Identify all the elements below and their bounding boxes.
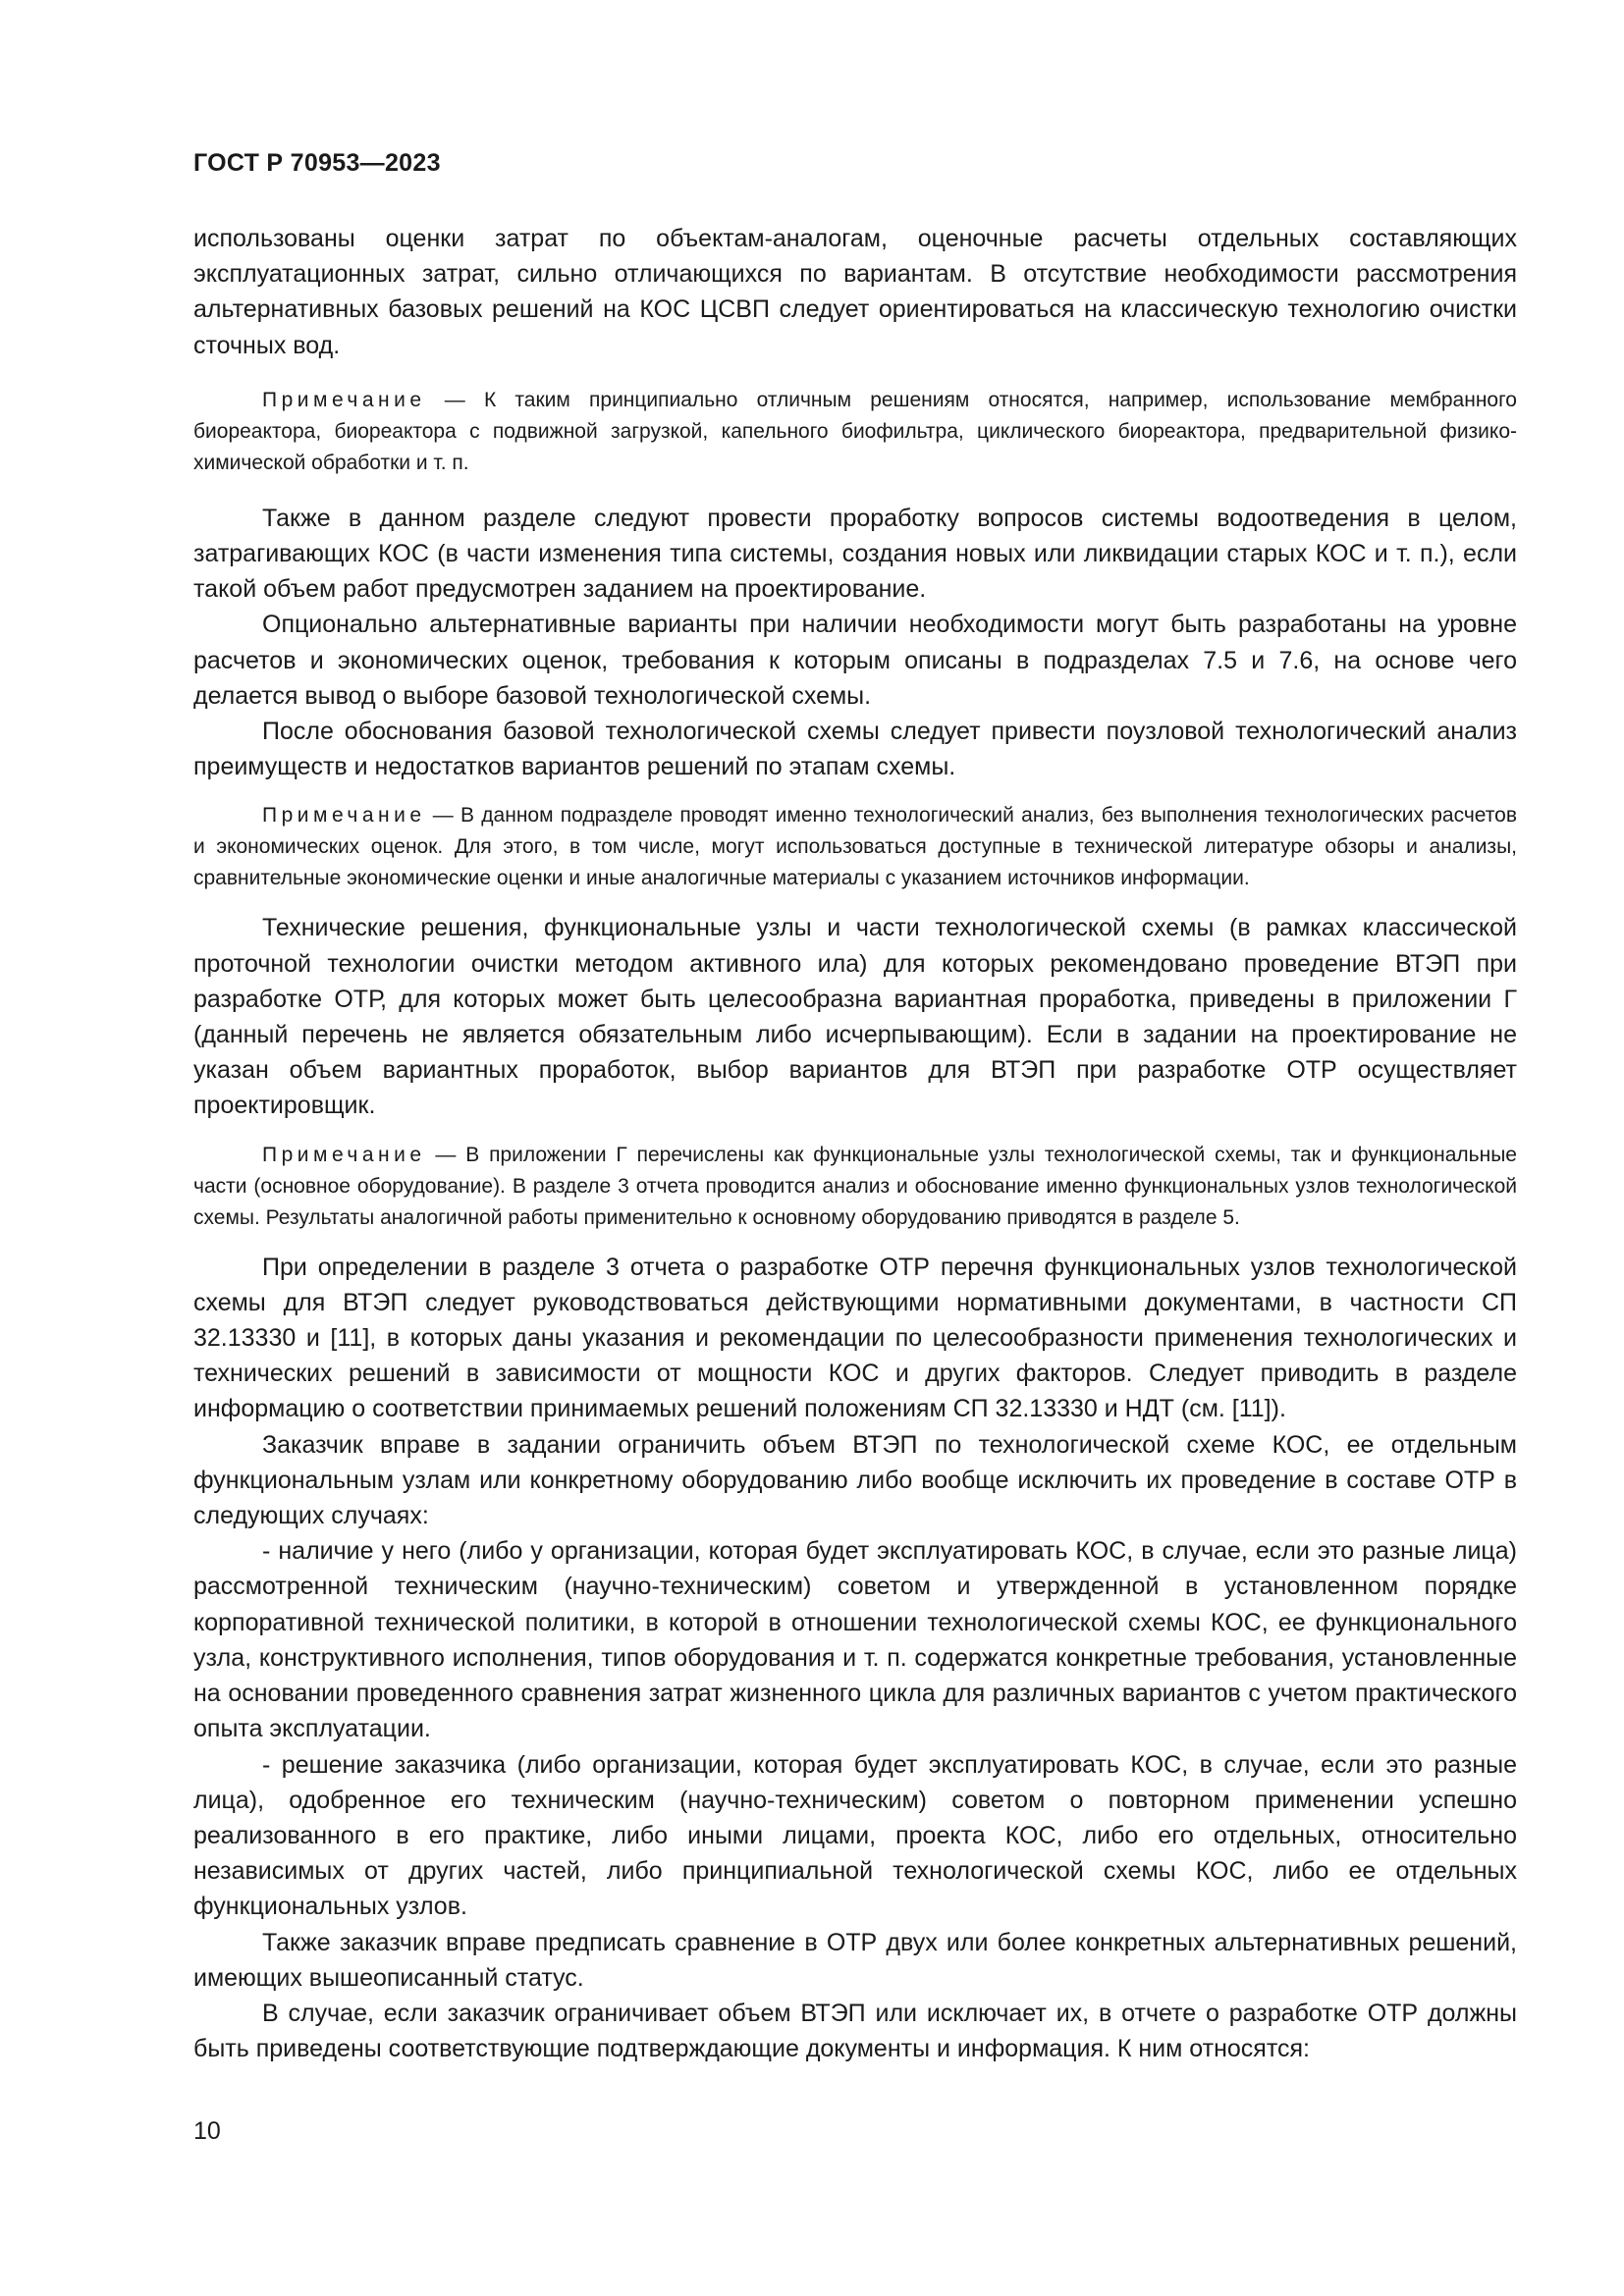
paragraph: При определении в разделе 3 отчета о разработке ОТР перечня функциональных узлов технологической схемы для ВТЭП следует руководствоваться действующими нормативными документами, в частности СП 32.13330 и [11], в которых даны указания и рекомендации по целесообразности применения технологических и технических решений в зависимости от мощности КОС и других факторов. Следует приводить в разделе информацию о соответствии принимаемых решений положениям СП 32.13330 и НДТ (см. [11]).	[193, 1253, 1517, 1423]
note	[193, 800, 1517, 894]
note-label: Примечание	[262, 1143, 426, 1166]
note-text: — В приложении Г перечислены как функциональные узлы технологической схемы, так и функциональные части (основное оборудование). В разделе 3 отчета проводится анализ и обоснование именно функциональных узлов технологической схемы. Результаты аналогичной работы применительно к основному оборудованию приводятся в разделе 5.	[193, 1143, 1517, 1229]
paragraph: Также заказчик вправе предписать сравнение в ОТР двух или более конкретных альтернативных решений, имеющих вышеописанный статус.	[193, 1928, 1517, 1992]
paragraph: После обоснования базовой технологической схемы следует привести поузловой технологический анализ преимуществ и недостатков вариантов решений по этапам схемы.	[193, 718, 1517, 781]
note-text: — В данном подразделе проводят именно технологический анализ, без выполнения технологических расчетов и экономических оценок. Для этого, в том числе, могут использоваться доступные в технической литературе обзоры и анализы, сравнительные экономические оценки и иные аналогичные материалы с указанием источников информации.	[193, 804, 1517, 890]
paragraph: Также в данном разделе следуют провести проработку вопросов системы водоотведения в целом, затрагивающих КОС (в части изменения типа системы, создания новых или ликвидации старых КОС и т. п.), если такой объем работ предусмотрен заданием на проектирование.	[193, 504, 1517, 604]
list-item: - наличие у него (либо у организации, которая будет эксплуатировать КОС, в случае, если это разные лица) рассмотренной техническим (научно-техническим) советом и утвержденной в установленном порядке корпоративной технической политики, в которой в отношении технологической схемы КОС, ее функционального узла, конструктивного исполнения, типов оборудования и т. п. содержатся конкретные требования, установленные на основании проведенного сравнения затрат жизненного цикла для различных вариантов с учетом практического опыта эксплуатации.	[193, 1537, 1517, 1743]
note-label: Примечание	[262, 804, 426, 828]
note	[193, 1140, 1517, 1234]
paragraph: использованы оценки затрат по объектам-аналогам, оценочные расчеты отдельных составляющих эксплуатационных затрат, сильно отличающихся по вариантам. В отсутствие необходимости рассмотрения альтернативных базовых решений на КОС ЦСВП следует ориентироваться на классическую технологию очистки сточных вод.	[193, 225, 1517, 359]
note-label: Примечание	[262, 388, 426, 411]
paragraph: Заказчик вправе в задании ограничить объем ВТЭП по технологической схеме КОС, ее отдельным функциональным узлам или конкретному оборудованию либо вообще исключить их проведение в составе ОТР в следующих случаях:	[193, 1430, 1517, 1530]
paragraph: Опционально альтернативные варианты при наличии необходимости могут быть разработаны на уровне расчетов и экономических оценок, требования к которым описаны в подразделах 7.5 и 7.6, на основе чего делается вывод о выборе базовой технологической схемы.	[193, 611, 1517, 710]
list-item: - решение заказчика (либо организации, которая будет эксплуатировать КОС, в случае, если это разные лица), одобренное его техническим (научно-техническим) советом о повторном применении успешно реализованного в его практике, либо иными лицами, проекта КОС, либо его отдельных, относительно независимых от других частей, либо принципиальной технологической схемы КОС, либо ее отдельных функциональных узлов.	[193, 1750, 1517, 1921]
paragraph: В случае, если заказчик ограничивает объем ВТЭП или исключает их, в отчете о разработке ОТР должны быть приведены соответствующие подтверждающие документы и информация. К ним относятся:	[193, 1999, 1517, 2063]
page-number: 10	[193, 2117, 221, 2145]
document-body	[193, 221, 1517, 2066]
note	[193, 385, 1517, 479]
paragraph: Технические решения, функциональные узлы и части технологической схемы (в рамках классической проточной технологии очистки методом активного ила) для которых рекомендовано проведение ВТЭП при разработке ОТР, для которых может быть целесообразна вариантная проработка, приведены в приложении Г (данный перечень не является обязательным либо исчерпывающим). Если в задании на проектирование не указан объем вариантных проработок, выбор вариантов для ВТЭП при разработке ОТР осуществляет проектировщик.	[193, 914, 1517, 1120]
note-text: — К таким принципиально отличным решениям относятся, например, использование мембранного биореактора, биореактора с подвижной загрузкой, капельного биофильтра, циклического биореактора, предварительной физико-химической обработки и т. п.	[193, 388, 1517, 474]
document-header: ГОСТ Р 70953—2023	[193, 149, 441, 177]
